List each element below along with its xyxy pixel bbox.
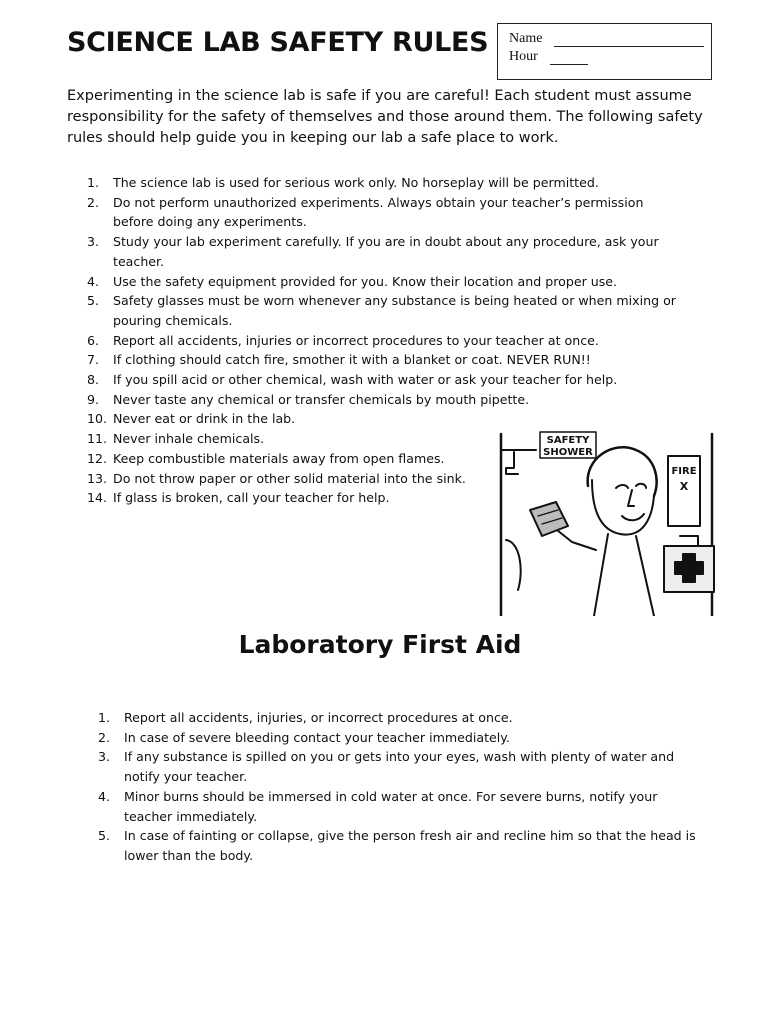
item-number: 11. [87, 431, 108, 447]
list-item [98, 787, 698, 826]
intro-paragraph: Experimenting in the science lab is safe if you are careful! Each student must assume responsibility for the safety of themselves and those around them. The following safety rules should help guide you in keeping our lab a safe place to work. [67, 88, 703, 146]
item-text: Report all accidents, injuries, or incorrect procedures at once. [124, 710, 513, 725]
student-nose [628, 490, 634, 506]
beaker-icon [530, 502, 568, 536]
item-text: In case of fainting or collapse, give the person fresh air and recline him so that the head is lower than the body. [124, 828, 696, 863]
first-aid-kit-handle [680, 536, 698, 546]
item-text: Safety glasses must be worn whenever any substance is being heated or when mixing or pouring chemicals. [113, 293, 676, 328]
lab-safety-illustration [496, 430, 720, 616]
student-eye [616, 485, 628, 488]
hour-label: Hour [509, 49, 538, 64]
item-number: 3. [87, 234, 100, 250]
name-blank-line [554, 34, 704, 47]
hour-blank-line [550, 52, 588, 65]
sign-line-1: SAFETY [546, 435, 590, 446]
item-number: 14. [87, 490, 108, 506]
item-text: Keep combustible materials away from open flames. [113, 450, 445, 466]
item-text: If clothing should catch fire, smother it with a blanket or coat. NEVER RUN!! [113, 352, 591, 368]
item-text: Never inhale chemicals. [113, 431, 265, 447]
sign-line-2: SHOWER [543, 447, 593, 458]
item-number: 5. [87, 293, 100, 309]
name-hour-box [497, 23, 712, 80]
list-item [87, 390, 687, 410]
list-item [98, 708, 698, 728]
list-item [87, 272, 687, 292]
item-text: In case of severe bleeding contact your teacher immediately. [124, 729, 510, 745]
list-item [87, 291, 687, 330]
item-number: 6. [87, 332, 100, 348]
list-item [87, 173, 687, 193]
item-text: If glass is broken, call your teacher for help. [113, 490, 390, 506]
fire-mark: X [679, 480, 689, 493]
item-text: Do not perform unauthorized experiments. Always obtain your teacher’s permission before doing any experiments. [113, 194, 644, 230]
item-number: 12. [87, 450, 108, 466]
item-number: 1. [87, 175, 100, 190]
name-label: Name [509, 31, 543, 46]
item-text: Use the safety equipment provided for you. Know their location and proper use. [113, 273, 618, 289]
item-text: Never taste any chemical or transfer chemicals by mouth pipette. [113, 391, 530, 407]
item-number: 4. [87, 273, 100, 289]
item-text: If any substance is spilled on you or gets into your eyes, wash with plenty of water and notify your teacher. [124, 749, 675, 785]
item-text: Minor burns should be immersed in cold water at once. For severe burns, notify your teacher immediately. [124, 788, 658, 824]
student-body [636, 536, 654, 616]
item-text: If you spill acid or other chemical, wash with water or ask your teacher for help. [113, 372, 618, 388]
list-item [98, 826, 698, 865]
item-text: Report all accidents, injuries or incorrect procedures to your teacher at once. [113, 332, 599, 348]
item-number: 4. [98, 788, 111, 804]
item-number: 1. [98, 710, 111, 725]
list-item [98, 747, 698, 786]
sink-edge [506, 540, 521, 590]
shower-head-icon [506, 452, 518, 474]
hour-row [509, 47, 711, 65]
item-number: 2. [98, 729, 111, 745]
list-item [98, 728, 698, 748]
student-smile [622, 514, 644, 520]
item-text: Study your lab experiment carefully. If you are in doubt about any procedure, ask your teacher. [113, 234, 659, 269]
item-number: 3. [98, 749, 111, 765]
item-number: 5. [98, 828, 111, 844]
list-item [87, 232, 687, 271]
item-text: Never eat or drink in the lab. [113, 411, 296, 427]
item-number: 2. [87, 194, 100, 210]
list-item [87, 193, 687, 232]
first-aid-list [98, 708, 698, 866]
item-number: 13. [87, 470, 108, 486]
item-text: Do not throw paper or other solid material into the sink. [113, 470, 466, 486]
item-text: The science lab is used for serious work only. No horseplay will be permitted. [113, 175, 599, 190]
first-aid-title: Laboratory First Aid [238, 630, 522, 659]
student-face [592, 480, 654, 535]
list-item [87, 370, 687, 390]
name-row [509, 29, 711, 47]
student-body [594, 534, 608, 616]
item-number: 8. [87, 372, 100, 388]
list-item [87, 331, 687, 351]
list-item [87, 409, 687, 429]
list-item [87, 350, 687, 370]
student-eye [636, 484, 646, 488]
item-number: 7. [87, 352, 100, 368]
item-number: 10. [87, 411, 108, 427]
fire-label: FIRE [671, 466, 697, 477]
item-number: 9. [87, 391, 100, 407]
page-title: SCIENCE LAB SAFETY RULES [67, 27, 489, 58]
